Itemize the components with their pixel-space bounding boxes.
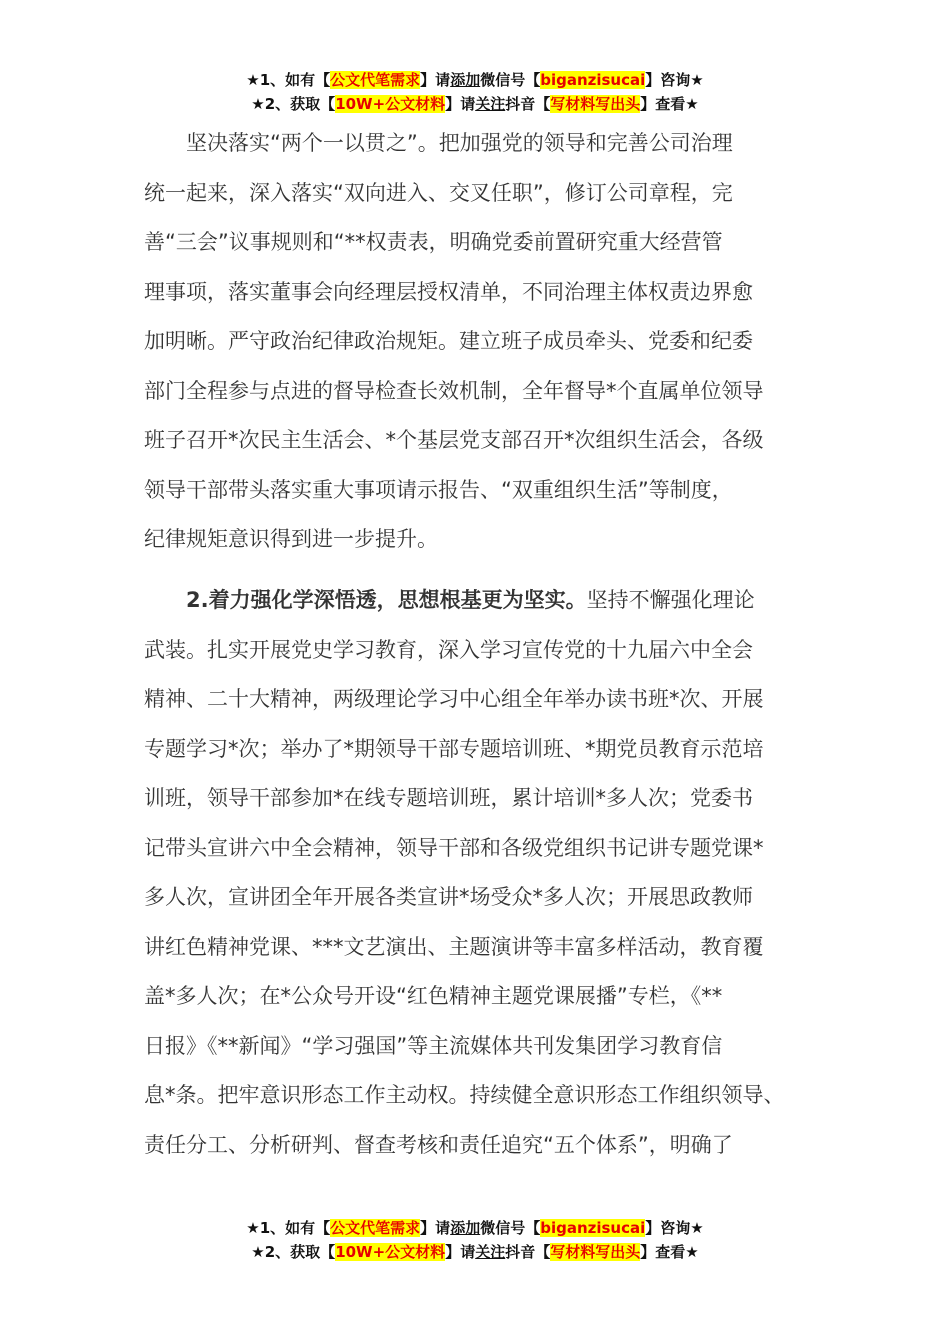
text-line: 训班，领导干部参加*在线专题培训班，累计培训*多人次；党委书 [144, 786, 753, 810]
text-line: 部门全程参与点进的督导检查长效机制，全年督导*个直属单位领导 [144, 378, 764, 403]
text-line: 统一起来，深入落实“双向进入、交叉任职”，修订公司章程，完 [144, 180, 733, 205]
text-line: 理事项，落实董事会向经理层授权清单，不同治理主体权责边界愈 [144, 279, 753, 304]
text-line: 武装。扎实开展党史学习教育，深入学习宣传党的十九届六中全会 [144, 637, 753, 662]
banner-text: 】查看★ [640, 1243, 699, 1261]
banner-highlight: 写材料写出头 [550, 95, 641, 113]
text-line: 坚决落实“两个一以贯之”。把加强党的领导和完善公司治理 [144, 131, 733, 155]
footer-banner [0, 1216, 950, 1264]
text-line: 盖*多人次；在*公众号开设“红色精神主题党课展播”专栏，《** [144, 984, 723, 1008]
text-line: 多人次，宣讲团全年开展各类宣讲*场受众*多人次；开展思政教师 [144, 885, 753, 909]
text-line: 专题学习*次；举办了*期领导干部专题培训班、*期党员教育示范培 [144, 736, 764, 761]
text-line: 加明晰。严守政治纪律政治规矩。建立班子成员牵头、党委和纪委 [144, 329, 753, 353]
banner-highlight: 10W+公文材料 [335, 1243, 446, 1261]
text-line: 班子召开*次民主生活会、*个基层党支部召开*次组织生活会，各级 [144, 428, 764, 452]
banner-highlight: 公文代笔需求 [330, 71, 421, 89]
banner-highlight: biganzisucai [540, 1219, 646, 1237]
banner-text: ★2、获取【 [251, 1243, 336, 1261]
banner-text: 】请 [445, 1243, 476, 1261]
text-fragment: 坚持不懈强化理论 [586, 588, 755, 612]
banner-text: 】查看★ [640, 95, 699, 113]
banner-text: 】请 [420, 1219, 451, 1237]
banner-underlined: 关注 [475, 95, 506, 113]
header-banner [0, 68, 950, 116]
banner-text: ★1、如有【 [246, 1219, 331, 1237]
banner-text: 】咨询★ [645, 1219, 704, 1237]
banner-text: 抖音【 [505, 1243, 551, 1261]
banner-text: 微信号【 [480, 71, 541, 89]
text-line: 记带头宣讲六中全会精神，领导干部和各级党组织书记讲专题党课* [144, 835, 764, 860]
banner-underlined: 添加 [450, 1219, 481, 1237]
banner-highlight: 公文代笔需求 [330, 1219, 421, 1237]
banner-text: 】咨询★ [645, 71, 704, 89]
text-line: 日报》《**新闻》“学习强国”等主流媒体共刊发集团学习教育信 [144, 1033, 723, 1058]
banner-line-1 [0, 68, 950, 92]
paragraph-2 [144, 576, 814, 1170]
banner-text: ★1、如有【 [246, 71, 331, 89]
paragraph-1 [144, 119, 814, 565]
banner-highlight: 写材料写出头 [550, 1243, 641, 1261]
banner-text: ★2、获取【 [251, 95, 336, 113]
text-line: 息*条。把牢意识形态工作主动权。持续健全意识形态工作组织领导、 [144, 1083, 785, 1107]
text-line: 纪律规矩意识得到进一步提升。 [144, 527, 438, 551]
banner-line-1 [0, 1216, 950, 1240]
text-line: 善“三会”议事规则和“**权责表，明确党委前置研究重大经营管 [144, 230, 723, 254]
banner-underlined: 添加 [450, 71, 481, 89]
text-line: 领导干部带头落实重大事项请示报告、“双重组织生活”等制度， [144, 477, 733, 502]
banner-highlight: biganzisucai [540, 71, 646, 89]
banner-line-2 [0, 1240, 950, 1264]
banner-text: 】请 [420, 71, 451, 89]
banner-text: 抖音【 [505, 95, 551, 113]
banner-line-2 [0, 92, 950, 116]
text-line: 讲红色精神党课、***文艺演出、主题演讲等丰富多样活动，教育覆 [144, 934, 764, 959]
text-line: 精神、二十大精神，两级理论学习中心组全年举办读书班*次、开展 [144, 687, 764, 711]
banner-text: 微信号【 [480, 1219, 541, 1237]
banner-underlined: 关注 [475, 1243, 506, 1261]
banner-highlight: 10W+公文材料 [335, 95, 446, 113]
section-heading: 2.着力强化学深悟透，思想根基更为坚实。 [144, 588, 587, 612]
text-line [144, 576, 814, 626]
text-line: 责任分工、分析研判、督查考核和责任追究“五个体系”，明确了 [144, 1132, 733, 1157]
banner-text: 】请 [445, 95, 476, 113]
